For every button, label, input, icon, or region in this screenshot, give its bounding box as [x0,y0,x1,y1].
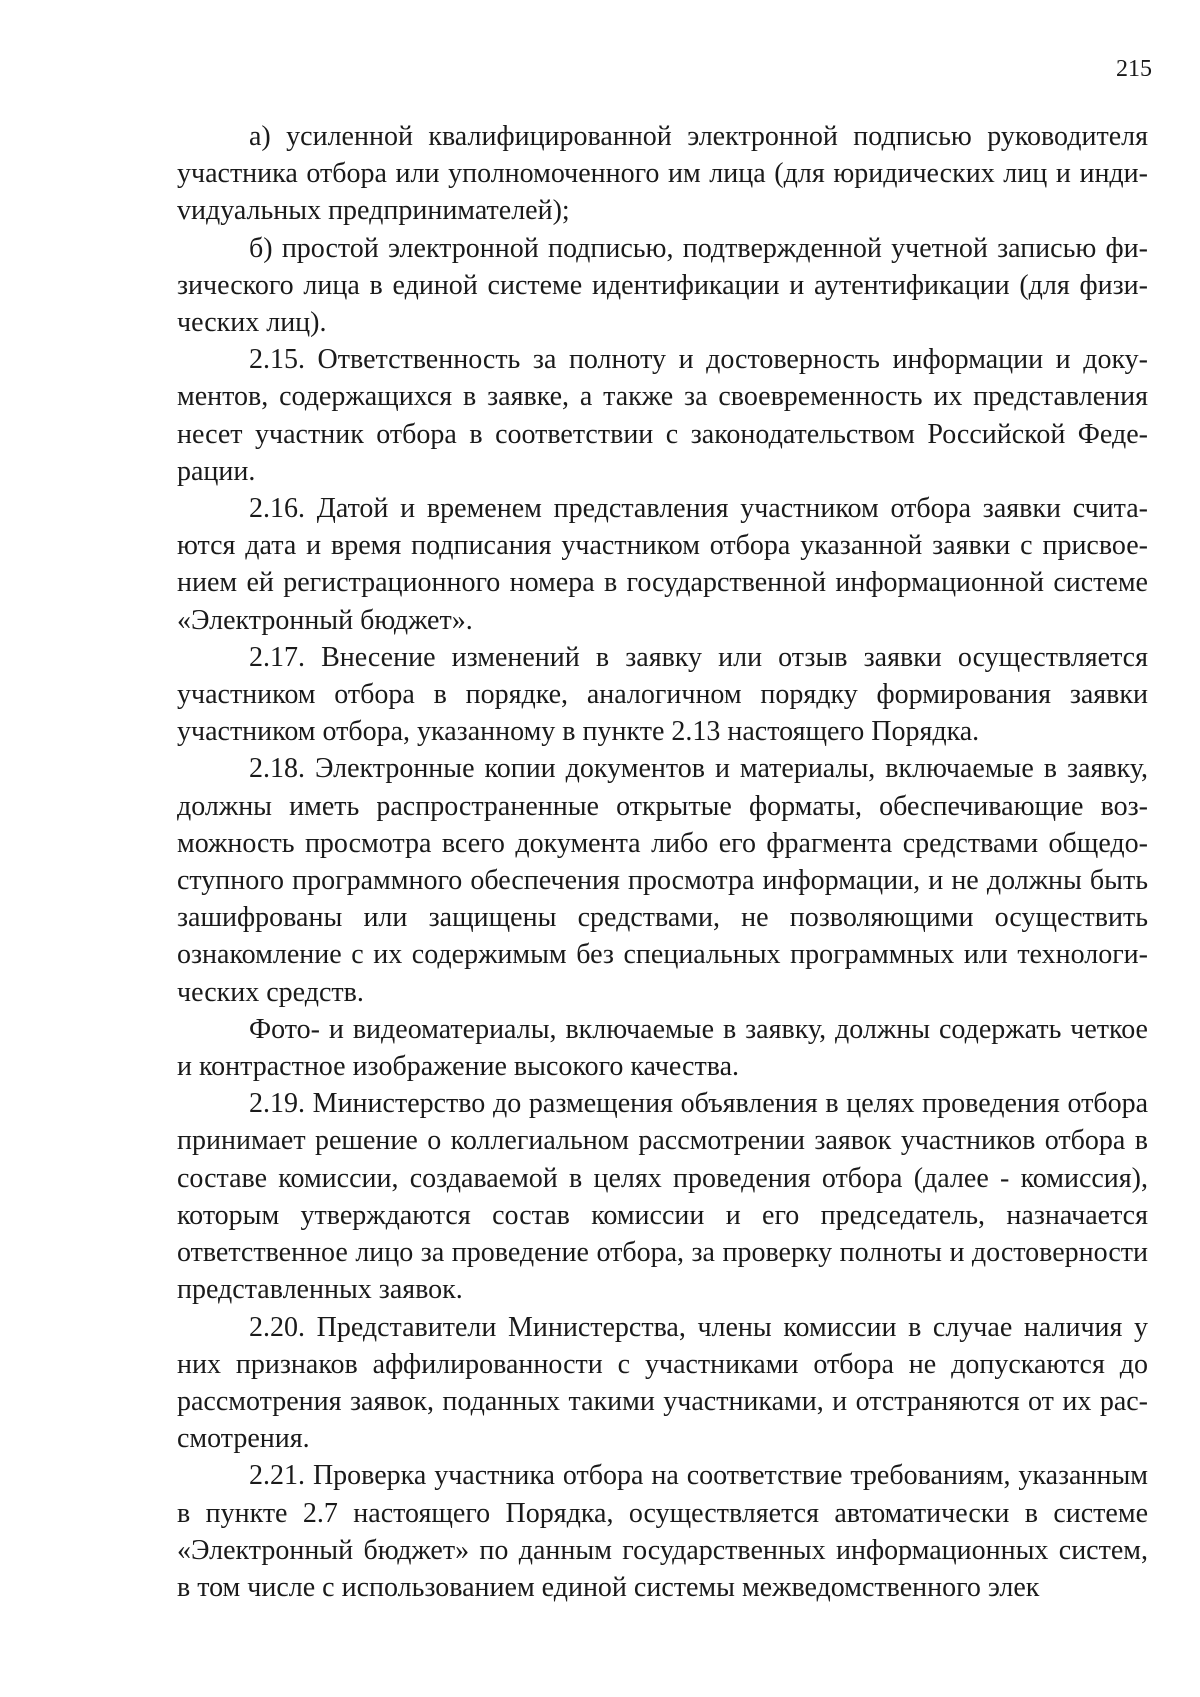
paragraph-2-19: 2.19. Министерство до размещения объявления в целях проведения отбора принимает решение о коллегиальном рассмотрении заявок участников отбора в составе комиссии, создаваемой в целях проведения отбора (далее - комиссия), которым утверждаются состав комиссии и его председатель, назначается ответственное лицо за проведение отбора, за проверку полноты и достоверности представленных заявок. [177,1088,1148,1306]
paragraph-2-15: 2.15. Ответственность за полноту и достоверность информации и документов, содержащихся в заявке, а также за своевременность их представления несет участник отбора в соответствии с законодательством Российской Федерации. [177,344,1148,487]
paragraph-2-20: 2.20. Представители Министерства, члены комиссии в случае наличия у них признаков аффилированности с участниками отбора не допускаются до рассмотрения заявок, поданных такими участниками, и отстраняются от их рассмотрения. [177,1311,1148,1455]
document-body [177,118,1148,1606]
paragraph-2-18: 2.18. Электронные копии документов и материалы, включаемые в заявку, должны иметь распространенные открытые форматы, обеспечивающие возможность просмотра всего документа либо его фрагмента средствами общедоступного программного обеспечения просмотра информации, и не должны быть зашифрованы или защищены средствами, не позволяющими осуществить ознакомление с их содержимым без специальных программных или технологических средств. [177,753,1148,1008]
paragraph-b: б) простой электронной подписью, подтвержденной учетной записью физического лица в единой системе идентификации и аутентификации (для физических лиц). [177,232,1148,339]
paragraph-a: а) усиленной квалифицированной электронной подписью руководителя участника отбора или уполномоченного им лица (для юридических лиц и индиvидуальных предпринимателей); [177,121,1148,227]
paragraph-photo-video: Фото- и видеоматериалы, включаемые в заявку, должны содержать четкое и контрастное изображение высокого качества. [177,1013,1148,1083]
paragraph-2-17: 2.17. Внесение изменений в заявку или отзыв заявки осуществляется участником отбора в порядке, аналогичном порядку формирования заявки участником отбора, указанному в пункте 2.13 настоящего Порядка. [177,641,1148,748]
paragraph-2-21: 2.21. Проверка участника отбора на соответствие требованиям, указанным в пункте 2.7 настоящего Порядка, осуществляется автоматически в системе «Электронный бюджет» по данным государственных информационных систем, в том числе с использованием единой системы межведомственного элек [177,1460,1148,1603]
paragraph-2-16: 2.16. Датой и временем представления участником отбора заявки считаются дата и время подписания участником отбора указанной заявки с присвоением ей регистрационного номера в государственной информационной системе «Электронный бюджет». [177,493,1148,636]
page-number: 215 [1116,56,1152,82]
